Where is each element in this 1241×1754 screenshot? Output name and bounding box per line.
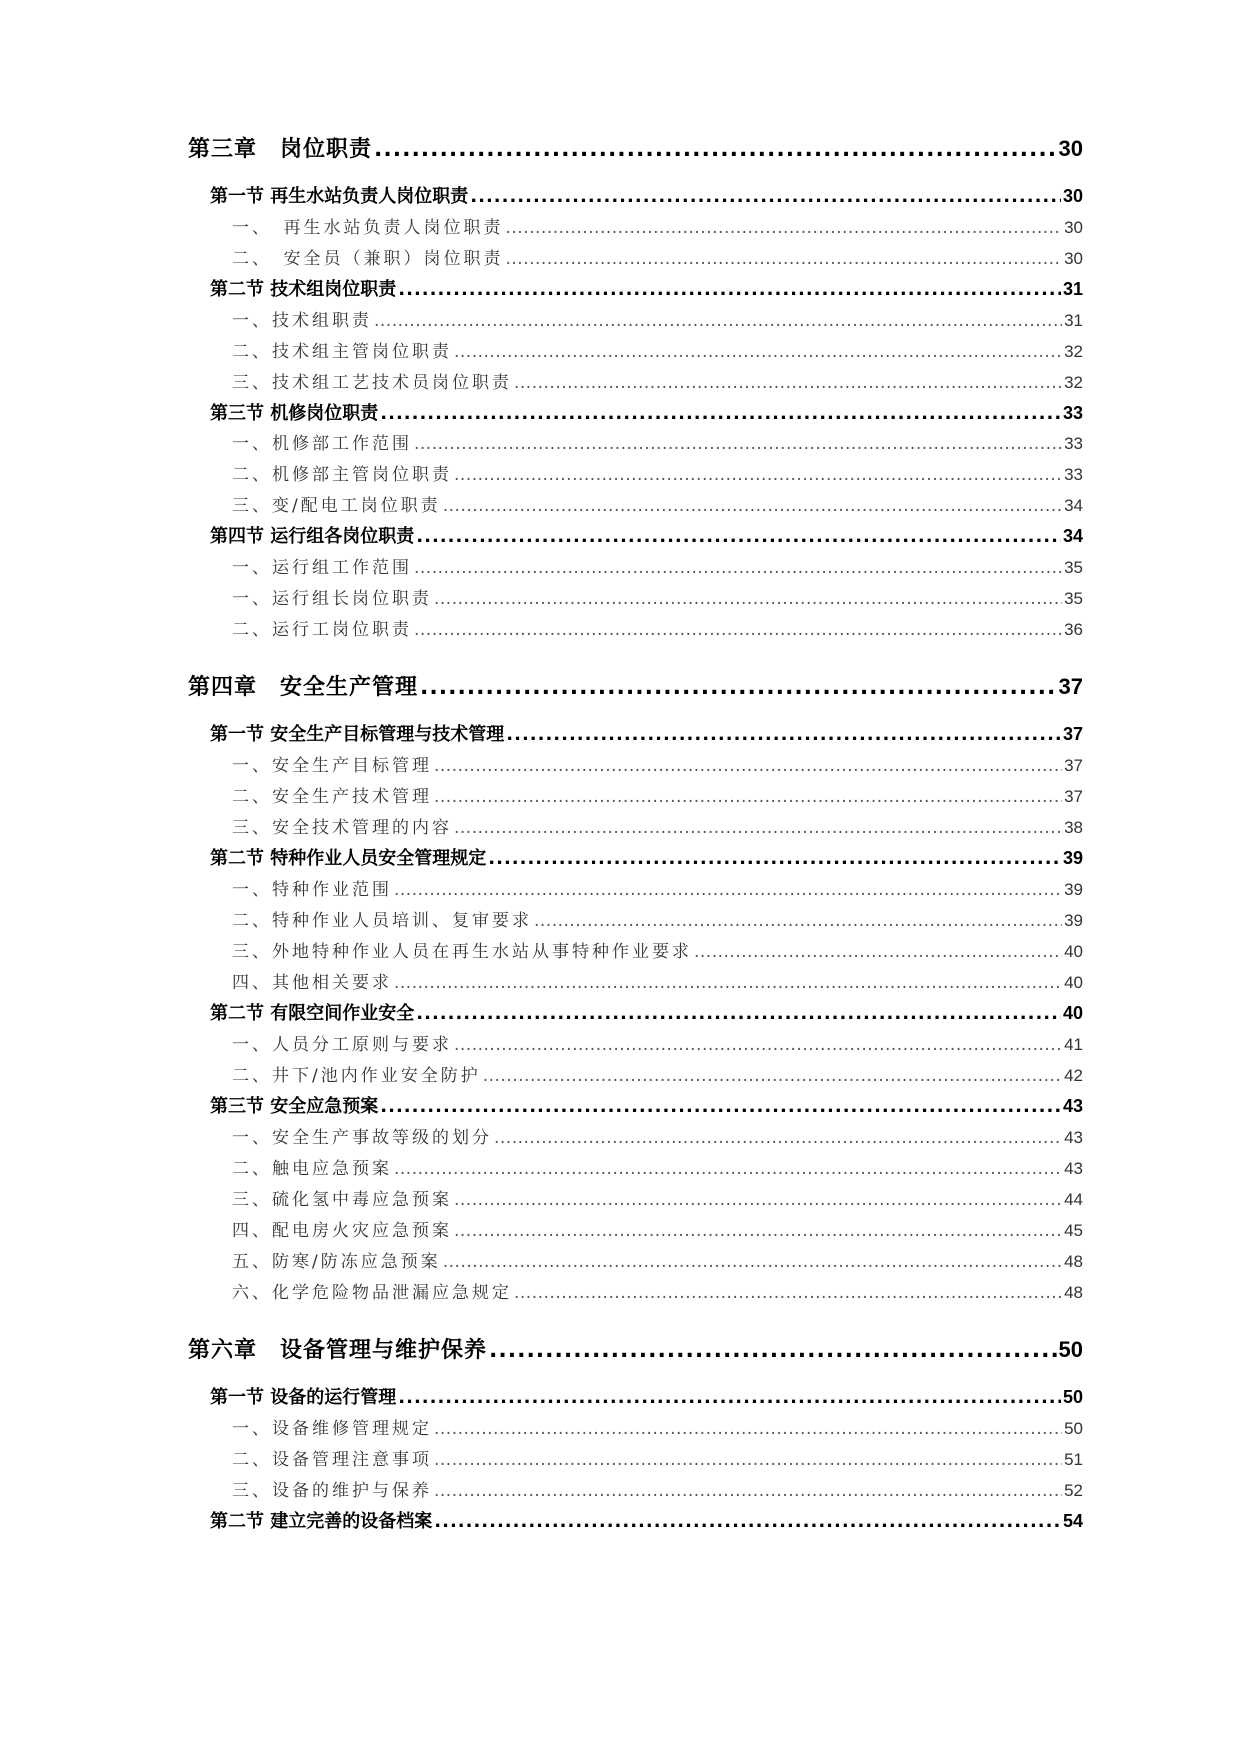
dot-leader [416, 526, 1061, 547]
dot-leader [398, 1387, 1061, 1408]
section-entry[interactable] [210, 275, 1083, 301]
dot-leader [394, 880, 1062, 900]
subsection-entry[interactable] [232, 751, 1083, 776]
subsection-entry[interactable] [232, 1185, 1083, 1210]
toc-page-number: 44 [1064, 1190, 1083, 1209]
dot-leader [494, 1128, 1062, 1148]
toc-entry-title: 第一节 安全生产目标管理与技术管理 [210, 724, 505, 745]
dot-leader [374, 311, 1062, 331]
toc-entry-title: 第六章 设备管理与维护保养 [188, 1338, 488, 1363]
subsection-entry[interactable] [232, 968, 1083, 993]
toc-entry-title: 第四章 安全生产管理 [188, 675, 419, 700]
dot-leader [534, 911, 1062, 931]
toc-page-number: 45 [1064, 1221, 1083, 1240]
toc-page-number: 35 [1064, 589, 1083, 608]
toc-page-number: 31 [1062, 279, 1083, 299]
dot-leader [514, 1283, 1062, 1303]
toc-page-number: 39 [1064, 880, 1083, 899]
subsection-entry[interactable] [232, 782, 1083, 807]
toc-page-number: 40 [1064, 973, 1083, 992]
toc-entry-title: 一、安全生产事故等级的划分 [232, 1128, 492, 1148]
dot-leader [454, 342, 1062, 362]
toc-page-number: 30 [1058, 136, 1083, 161]
toc-page-number: 37 [1064, 787, 1083, 806]
dot-leader [454, 465, 1062, 485]
toc-page-number: 40 [1064, 942, 1083, 961]
subsection-entry[interactable] [232, 1476, 1083, 1501]
toc-entry-title: 二、技术组主管岗位职责 [232, 342, 452, 362]
dot-leader [454, 818, 1062, 838]
subsection-entry[interactable] [232, 813, 1083, 838]
toc-page-number: 31 [1064, 311, 1083, 330]
toc-entry-title: 三、硫化氢中毒应急预案 [232, 1190, 452, 1210]
subsection-entry[interactable] [232, 615, 1083, 640]
subsection-entry[interactable] [232, 553, 1083, 578]
subsection-entry[interactable] [232, 429, 1083, 454]
toc-entry-title: 第二节 技术组岗位职责 [210, 279, 397, 300]
dot-leader [470, 186, 1061, 207]
dot-leader [414, 620, 1062, 640]
toc-page-number: 39 [1062, 848, 1083, 868]
dot-leader [506, 724, 1061, 745]
dot-leader [506, 218, 1063, 238]
dot-leader [414, 434, 1062, 454]
dot-leader [434, 756, 1062, 776]
subsection-entry[interactable] [232, 1061, 1083, 1086]
toc-entry-title: 第三节 安全应急预案 [210, 1096, 379, 1117]
subsection-entry[interactable] [232, 584, 1083, 609]
toc-page-number: 34 [1064, 496, 1083, 515]
subsection-entry[interactable] [232, 460, 1083, 485]
toc-entry-title: 二、机修部主管岗位职责 [232, 465, 452, 485]
dot-leader [483, 1066, 1062, 1086]
toc-page-number: 38 [1064, 818, 1083, 837]
dot-leader [488, 848, 1061, 869]
section-entry[interactable] [210, 1092, 1083, 1118]
toc-page-number: 48 [1064, 1283, 1083, 1302]
dot-leader [514, 373, 1062, 393]
section-entry[interactable] [210, 720, 1083, 746]
toc-page-number: 52 [1064, 1481, 1083, 1500]
subsection-entry[interactable] [232, 368, 1083, 393]
toc-page-number: 37 [1062, 724, 1083, 744]
subsection-entry[interactable] [232, 1154, 1083, 1179]
toc-page-number: 37 [1064, 756, 1083, 775]
subsection-entry[interactable] [232, 1030, 1083, 1055]
dot-leader [394, 1159, 1062, 1179]
dot-leader [398, 279, 1061, 300]
chapter-entry[interactable] [188, 1333, 1083, 1364]
dot-leader [374, 137, 1057, 162]
section-entry[interactable] [210, 844, 1083, 870]
subsection-entry[interactable] [232, 1445, 1083, 1470]
subsection-entry[interactable] [232, 937, 1083, 962]
subsection-entry[interactable] [232, 1414, 1083, 1439]
section-entry[interactable] [210, 399, 1083, 425]
toc-page-number: 48 [1064, 1252, 1083, 1271]
toc-entry-title: 三、变/配电工岗位职责 [232, 496, 441, 516]
subsection-entry[interactable] [232, 1216, 1083, 1241]
chapter-entry[interactable] [188, 132, 1083, 163]
chapter-entry[interactable] [188, 670, 1083, 701]
toc-page-number: 35 [1064, 558, 1083, 577]
subsection-entry[interactable] [232, 1278, 1083, 1303]
dot-leader [414, 558, 1062, 578]
toc-entry-title: 第一节 设备的运行管理 [210, 1387, 397, 1408]
toc-entry-title: 第四节 运行组各岗位职责 [210, 526, 415, 547]
toc-entry-title: 三、外地特种作业人员在再生水站从事特种作业要求 [232, 942, 692, 962]
toc-page-number: 50 [1064, 1419, 1083, 1438]
toc-page-number: 36 [1064, 620, 1083, 639]
dot-leader [394, 973, 1062, 993]
toc-entry-title: 三、设备的维护与保养 [232, 1481, 432, 1501]
subsection-entry[interactable] [232, 875, 1083, 900]
dot-leader [434, 787, 1062, 807]
dot-leader [694, 942, 1062, 962]
toc-entry-title: 第三章 岗位职责 [188, 137, 373, 162]
subsection-entry[interactable] [232, 244, 1083, 269]
dot-leader [454, 1035, 1062, 1055]
subsection-entry[interactable] [232, 1123, 1083, 1148]
dot-leader [434, 1481, 1062, 1501]
toc-page-number: 41 [1064, 1035, 1083, 1054]
toc-page-number: 33 [1064, 465, 1083, 484]
toc-page-number: 30 [1062, 186, 1083, 206]
subsection-entry[interactable] [232, 306, 1083, 331]
toc-page-number: 50 [1062, 1387, 1083, 1407]
toc-entry-title: 第二节 建立完善的设备档案 [210, 1511, 433, 1532]
dot-leader [416, 1003, 1061, 1024]
subsection-entry[interactable] [232, 906, 1083, 931]
toc-page-number: 42 [1064, 1066, 1083, 1085]
toc-entry-title: 第三节 机修岗位职责 [210, 403, 379, 424]
toc-page-number: 30 [1064, 249, 1083, 268]
toc-entry-title: 二、触电应急预案 [232, 1159, 392, 1179]
dot-leader [506, 249, 1063, 269]
subsection-entry[interactable] [232, 337, 1083, 362]
section-entry[interactable] [210, 999, 1083, 1025]
dot-leader [434, 589, 1062, 609]
toc-page-number: 33 [1062, 403, 1083, 423]
dot-leader [434, 1419, 1062, 1439]
toc-entry-title: 四、配电房火灾应急预案 [232, 1221, 452, 1241]
toc-entry-title: 一、安全生产目标管理 [232, 756, 432, 776]
dot-leader [443, 496, 1062, 516]
dot-leader [454, 1190, 1062, 1210]
toc-page-number: 43 [1064, 1128, 1083, 1147]
dot-leader [380, 1096, 1061, 1117]
toc-entry-title: 二、特种作业人员培训、复审要求 [232, 911, 532, 931]
toc-entry-title: 二、运行工岗位职责 [232, 620, 412, 640]
dot-leader [489, 1338, 1057, 1363]
toc-entry-title: 一、运行组工作范围 [232, 558, 412, 578]
dot-leader [454, 1221, 1062, 1241]
toc-entry-title: 二、井下/池内作业安全防护 [232, 1066, 481, 1086]
toc-entry-title: 六、化学危险物品泄漏应急规定 [232, 1283, 512, 1303]
toc-entry-title: 一、机修部工作范围 [232, 434, 412, 454]
subsection-entry[interactable] [232, 1247, 1083, 1272]
subsection-entry[interactable] [232, 491, 1083, 516]
toc-entry-title: 第二节 有限空间作业安全 [210, 1003, 415, 1024]
toc-entry-title: 一、 再生水站负责人岗位职责 [232, 218, 504, 238]
dot-leader [434, 1511, 1061, 1532]
toc-entry-title: 二、安全生产技术管理 [232, 787, 432, 807]
toc-page-number: 32 [1064, 342, 1083, 361]
dot-leader [420, 675, 1057, 700]
toc-page-number: 39 [1064, 911, 1083, 930]
toc-entry-title: 二、 安全员（兼职）岗位职责 [232, 249, 504, 269]
toc-page-number: 33 [1064, 434, 1083, 453]
dot-leader [434, 1450, 1062, 1470]
toc-page-number: 54 [1062, 1511, 1083, 1531]
toc-page-number: 32 [1064, 373, 1083, 392]
toc-entry-title: 三、技术组工艺技术员岗位职责 [232, 373, 512, 393]
toc-entry-title: 三、安全技术管理的内容 [232, 818, 452, 838]
section-entry[interactable] [210, 182, 1083, 208]
section-entry[interactable] [210, 522, 1083, 548]
toc-page-number: 40 [1062, 1003, 1083, 1023]
toc-page-number: 43 [1062, 1096, 1083, 1116]
toc-page-number: 43 [1064, 1159, 1083, 1178]
toc-entry-title: 一、设备维修管理规定 [232, 1419, 432, 1439]
section-entry[interactable] [210, 1507, 1083, 1533]
toc-entry-title: 一、人员分工原则与要求 [232, 1035, 452, 1055]
toc-page-number: 34 [1062, 526, 1083, 546]
toc-entry-title: 四、其他相关要求 [232, 973, 392, 993]
dot-leader [443, 1252, 1062, 1272]
subsection-entry[interactable] [232, 213, 1083, 238]
toc-entry-title: 第二节 特种作业人员安全管理规定 [210, 848, 487, 869]
toc-entry-title: 二、设备管理注意事项 [232, 1450, 432, 1470]
dot-leader [380, 403, 1061, 424]
toc-entry-title: 一、技术组职责 [232, 311, 372, 331]
toc-entry-title: 五、防寒/防冻应急预案 [232, 1252, 441, 1272]
toc-page-number: 50 [1058, 1337, 1083, 1362]
toc-entry-title: 一、运行组长岗位职责 [232, 589, 432, 609]
toc-page-number: 37 [1058, 674, 1083, 699]
toc-entry-title: 第一节 再生水站负责人岗位职责 [210, 186, 469, 207]
toc-page-number: 30 [1064, 218, 1083, 237]
toc-entry-title: 一、特种作业范围 [232, 880, 392, 900]
toc-page-number: 51 [1064, 1450, 1083, 1469]
section-entry[interactable] [210, 1383, 1083, 1409]
